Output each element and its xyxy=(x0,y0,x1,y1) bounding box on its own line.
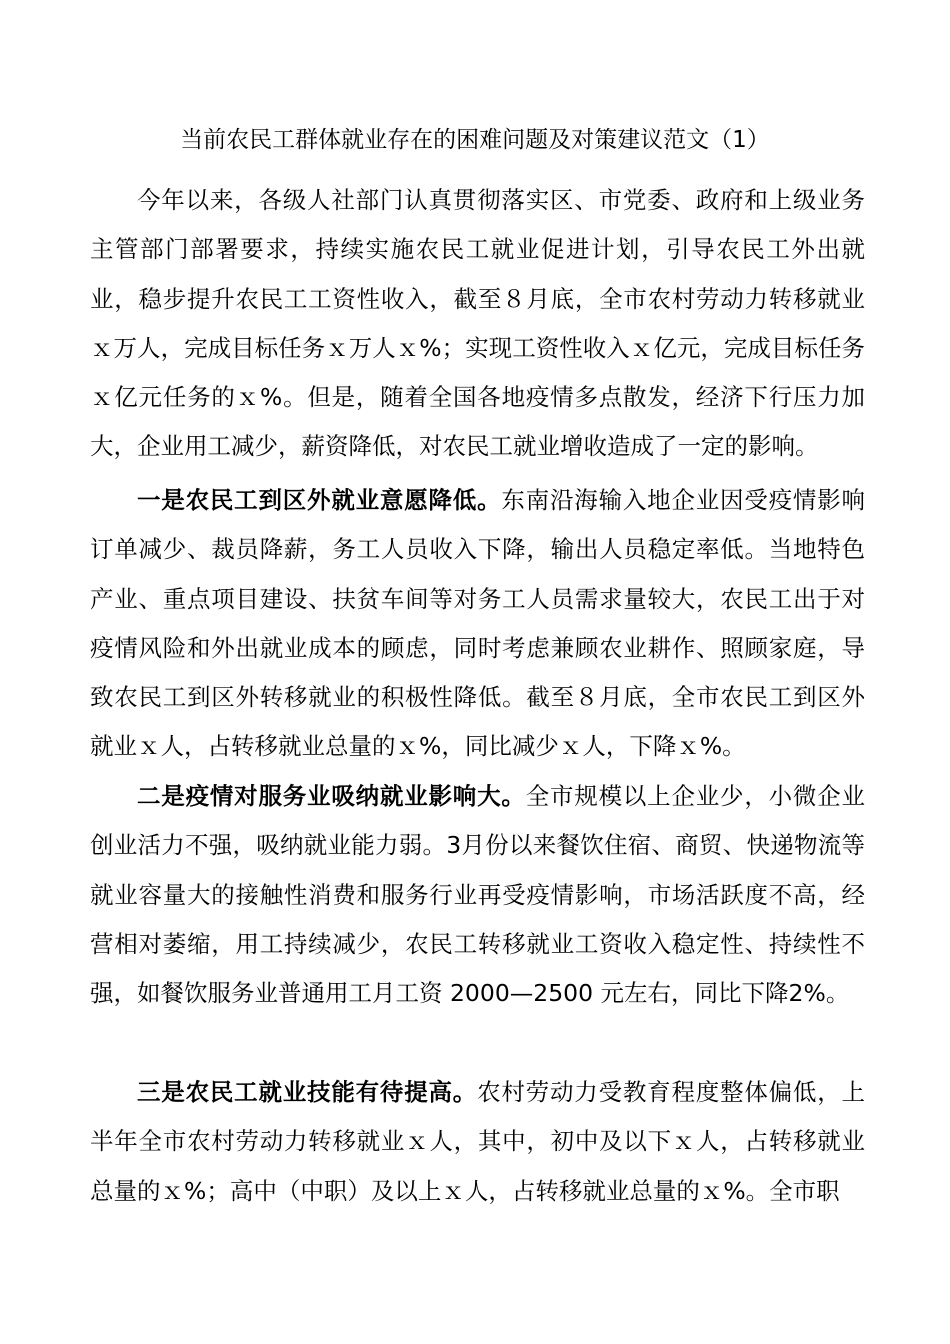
paragraph-lead-heading: 三是农民工就业技能有待提高。 xyxy=(137,1078,478,1106)
paragraph-text: 今年以来，各级人社部门认真贯彻落实区、市党委、政府和上级业务主管部门部署要求，持续实施农民工就业促进计划，引导农民工外出就业，稳步提升农民工工资性收入，截至８月底，全市农村劳动力转移就业ｘ万人，完成目标任务ｘ万人ｘ%；实现工资性收入ｘ亿元，完成目标任务ｘ亿元任务的ｘ%。但是，随着全国各地疫情多点散发，经济下行压力加大，企业用工减少，薪资降低，对农民工就业增收造成了一定的影响。 xyxy=(90,186,865,461)
paragraph-lead-heading: 一是农民工到区外就业意愿降低。 xyxy=(137,486,502,514)
document-title: 当前农民工群体就业存在的困难问题及对策建议范文（1） xyxy=(180,127,770,153)
paragraph-point-3 xyxy=(90,1068,865,1216)
paragraph-text: 农村劳动力受教育程度整体偏低，上半年全市农村劳动力转移就业ｘ人，其中，初中及以下ｘ人，占转移就业总量的ｘ%；高中（中职）及以上ｘ人，占转移就业总量的ｘ%。全市职 xyxy=(90,1078,866,1205)
paragraph-intro xyxy=(90,176,865,472)
paragraph-text: 全市规模以上企业少，小微企业创业活力不强，吸纳就业能力弱。3月份以来餐饮住宿、商贸、快递物流等就业容量大的接触性消费和服务行业再受疫情影响，市场活跃度不高，经营相对萎缩，用工持续减少，农民工转移就业工资收入稳定性、持续性不强，如餐饮服务业普通用工月工资 2000—2500 元左右，同比下降2%。 xyxy=(90,782,866,1008)
paragraph-lead-heading: 二是疫情对服务业吸纳就业影响大。 xyxy=(137,782,526,810)
paragraph-text: 东南沿海输入地企业因受疫情影响订单减少、裁员降薪，务工人员收入下降，输出人员稳定率低。当地特色产业、重点项目建设、扶贫车间等对务工人员需求量较大，农民工出于对疫情风险和外出就业成本的顾虑，同时考虑兼顾农业耕作、照顾家庭，导致农民工到区外转移就业的积极性降低。截至８月底，全市农民工到区外就业ｘ人，占转移就业总量的ｘ%，同比减少ｘ人，下降ｘ%。 xyxy=(90,486,866,761)
paragraph-point-2 xyxy=(90,772,865,1018)
paragraph-point-1 xyxy=(90,476,865,772)
